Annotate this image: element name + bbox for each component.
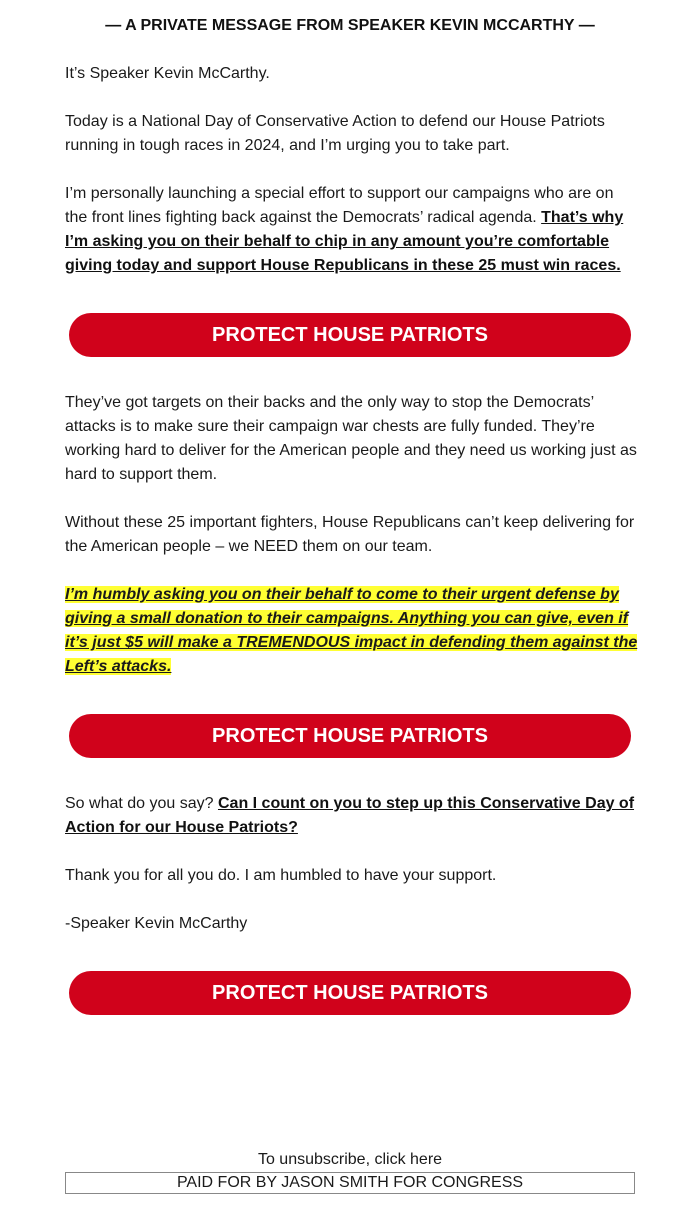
paragraph-targets: They’ve got targets on their backs and the only way to stop the Democrats’ attacks is to make sure their campaign war chests are fully funded. They’re working hard to deliver for the American people and they need us working just as hard to support them. [65, 394, 637, 483]
unsubscribe-link[interactable]: To unsubscribe, click here [257, 1151, 443, 1168]
paragraph-so-what-text: So what do you say? [65, 795, 218, 812]
paragraph-special-effort-text: I’m personally launching a special effort to support our campaigns who are on the front lines fighting back against the Democrats’ radical agenda. [65, 185, 614, 226]
paragraph-thanks: Thank you for all you do. I am humbled to have your support. [65, 867, 497, 884]
protect-house-patriots-button[interactable]: PROTECT HOUSE PATRIOTS [69, 971, 631, 1015]
protect-house-patriots-button[interactable]: PROTECT HOUSE PATRIOTS [69, 714, 631, 758]
greeting: It’s Speaker Kevin McCarthy. [65, 65, 270, 82]
paid-for-disclaimer: PAID FOR BY JASON SMITH FOR CONGRESS [65, 1172, 635, 1194]
paragraph-day-of-action: Today is a National Day of Conservative Action to defend our House Patriots running in tough races in 2024, and I’m urging you to take part. [65, 113, 605, 154]
paragraph-fighters: Without these 25 important fighters, House Republicans can’t keep delivering for the American people – we NEED them on our team. [65, 514, 635, 555]
donation-highlight-link[interactable]: I’m humbly asking you on their behalf to come to their urgent defense by giving a small donation to their campaigns. Anything you can give, even if it’s just $5 will make a TREMENDOUS impact in defending them against the Left’s attacks. [65, 586, 638, 675]
count-on-you-link[interactable]: Can I count on you to step up this Conservative Day of Action for our House Patriots? [65, 795, 635, 836]
paragraph-special-effort [65, 182, 640, 278]
chip-in-link[interactable]: That’s why I’m asking you on their behalf to chip in any amount you’re comfortable giving today and support House Republicans in these 25 must win races. [65, 209, 624, 274]
paragraph-humbly-asking [65, 583, 640, 679]
protect-house-patriots-button[interactable]: PROTECT HOUSE PATRIOTS [69, 313, 631, 357]
paragraph-so-what [65, 792, 640, 840]
signature: -Speaker Kevin McCarthy [65, 915, 248, 932]
email-header: — A PRIVATE MESSAGE FROM SPEAKER KEVIN MCCARTHY — [105, 17, 595, 34]
